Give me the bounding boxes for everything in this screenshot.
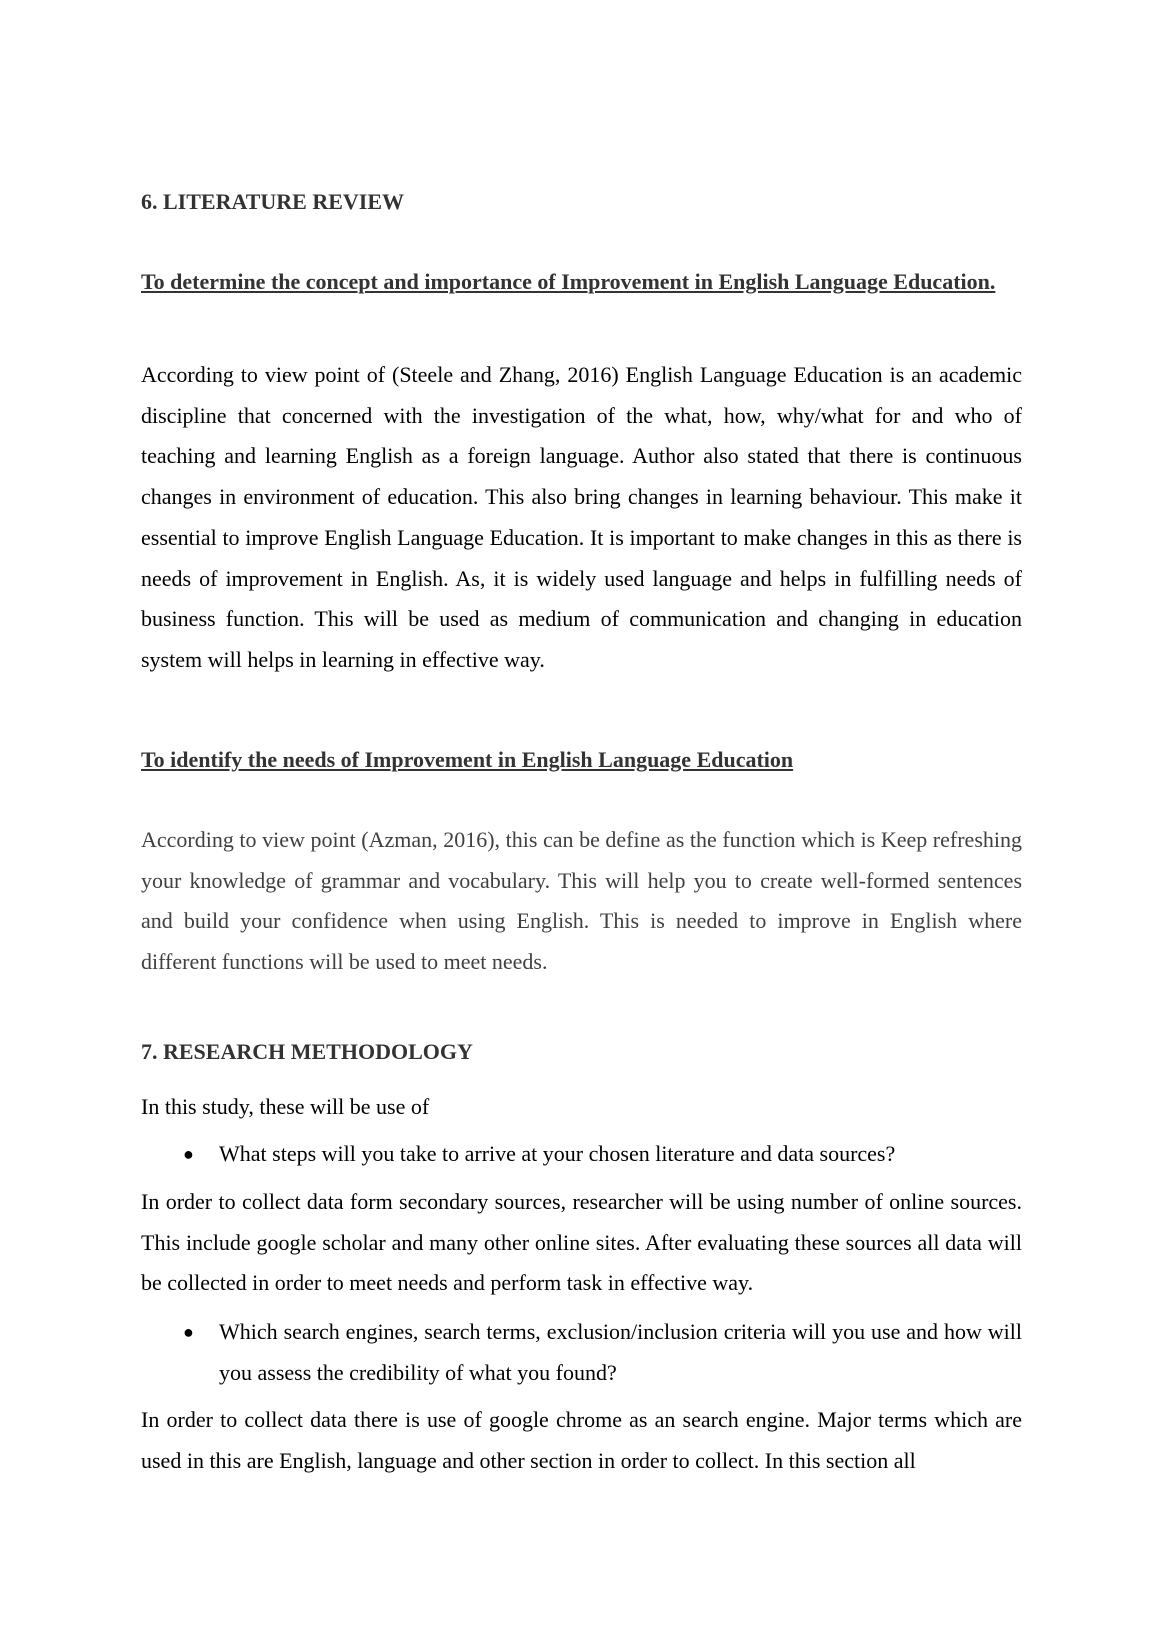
bullet-list-item: [183, 1134, 1022, 1175]
literature-review-heading: 6. LITERATURE REVIEW: [141, 189, 405, 214]
bullet-icon: ●: [183, 1144, 194, 1164]
search-engine-paragraph: In order to collect data there is use of google chrome as an search engine. Major terms which are used in this are English, language and other section in order to collect. In this section all: [141, 1407, 1022, 1473]
identify-needs-subheading: To identify the needs of Improvement in English Language Education: [141, 747, 794, 772]
research-methodology-heading: 7. RESEARCH METHODOLOGY: [141, 1039, 473, 1064]
methodology-intro-paragraph: In this study, these will be use of: [141, 1094, 430, 1119]
identify-needs-paragraph: According to view point (Azman, 2016), this can be define as the function which is Keep refreshing your knowledge of grammar and vocabulary. This will help you to create well-formed sentences and build your confidence when using English. This is needed to improve in English where different functions will be used to meet needs.: [141, 827, 1022, 975]
concept-importance-paragraph: According to view point of (Steele and Zhang, 2016) English Language Education is an academic discipline that concerned with the investigation of the what, how, why/what for and who of teaching and learning English as a foreign language. Author also stated that there is continuous changes in environment of education. This also bring changes in learning behaviour. This make it essential to improve English Language Education. It is important to make changes in this as there is needs of improvement in English. As, it is widely used language and helps in fulfilling needs of business function. This will be used as medium of communication and changing in education system will helps in learning in effective way.: [141, 362, 1022, 672]
concept-importance-subheading: To determine the concept and importance of Improvement in English Language Education.: [141, 269, 996, 294]
secondary-sources-paragraph: In order to collect data form secondary sources, researcher will be using number of online sources. This include google scholar and many other online sites. After evaluating these sources all data will be collected in order to meet needs and perform task in effective way.: [141, 1189, 1022, 1296]
bullet-list-item: [183, 1312, 1022, 1393]
bullet-icon: ●: [183, 1322, 194, 1342]
bullet-item-text: What steps will you take to arrive at your chosen literature and data sources?: [219, 1141, 896, 1166]
bullet-item-text: Which search engines, search terms, exclusion/inclusion criteria will you use and how will you assess the credibility of what you found?: [219, 1319, 1022, 1385]
